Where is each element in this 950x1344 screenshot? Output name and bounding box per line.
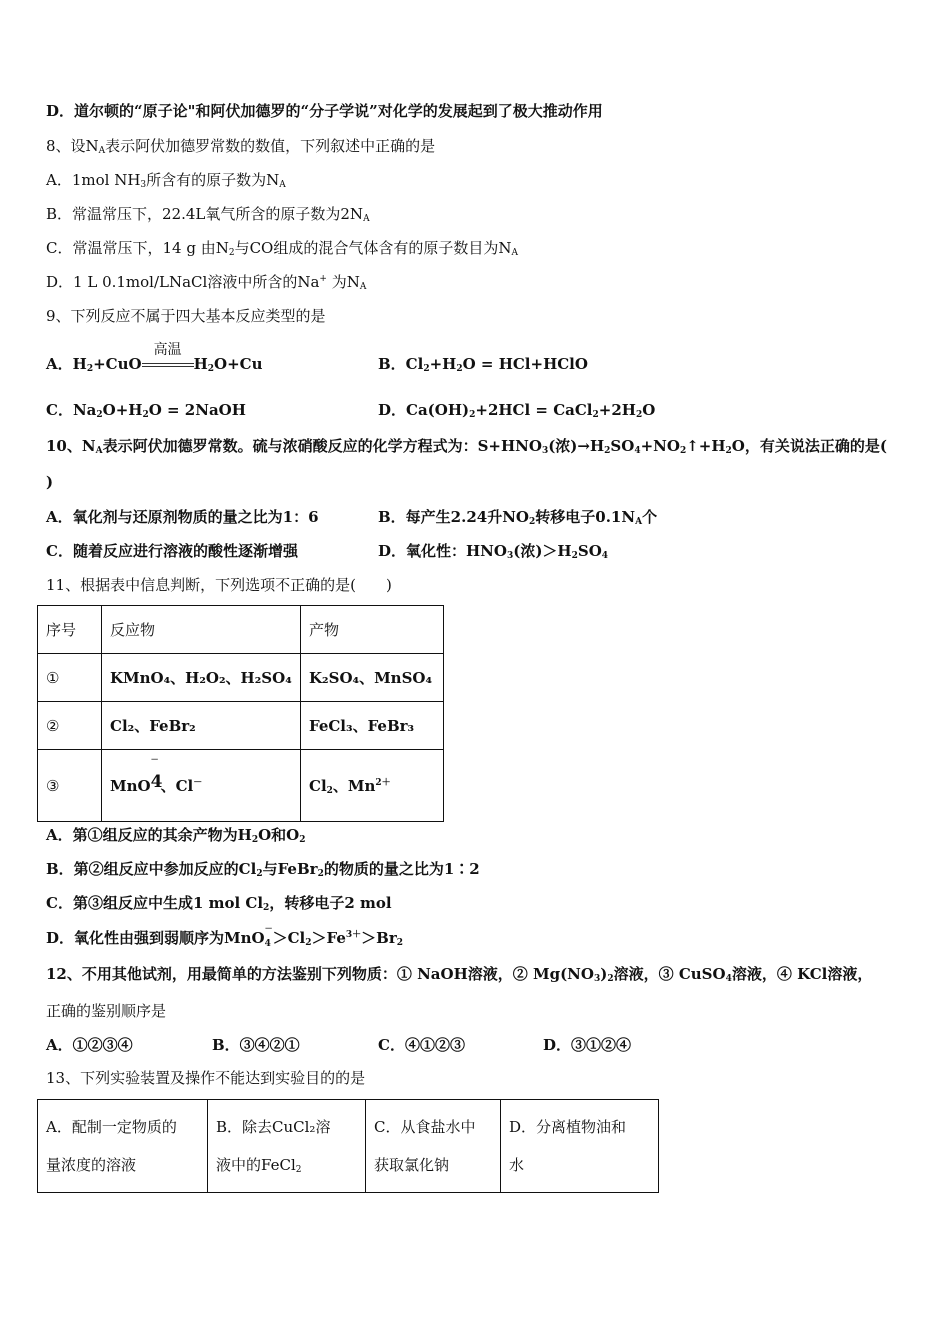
q13-cell-c: C．从食盐水中 获取氯化钠 (366, 1100, 501, 1193)
q8-option-a: A．1mol $NH_3$所含有的原子数为$N_A$ (46, 171, 286, 190)
q10-stem: 10、$N_A$表示阿伏加德罗常数。硫与浓硝酸反应的化学方程式为：$S+HNO_3$(浓)$\to H_2SO_4+NO_2↑+H_2O$，有关说法正确的是( (46, 437, 887, 456)
q11-option-d: D．氧化性由强到弱顺序为MnO － $_4 >Cl_2>Fe^{3+}>Br_2$ (46, 923, 403, 949)
q8-option-d: D．1 L 0.1mol/LNaCl溶液中所含的Na+ 为$N_A$ (46, 273, 367, 292)
q12-option-a: A．①②③④ (46, 1036, 133, 1054)
q11-option-c: C．第③组反应中生成1 mol $Cl_2$，转移电子2 mol (46, 894, 392, 913)
q10-option-b: B．每产生2.24升$NO_2$转移电子$0.1N_A$个 (378, 508, 658, 527)
row-reactants: Cl₂、FeBr₂ (102, 702, 301, 750)
header-no: 序号 (38, 606, 102, 654)
q12-option-b: B．③④②① (212, 1036, 300, 1054)
row-no: ③ (38, 750, 102, 822)
table-header-row (38, 606, 444, 654)
row-products: $Cl_2$、$Mn^{2+}$ (301, 750, 444, 822)
q8-option-b: B．常温常压下，22.4L氧气所含的原子数为$2N_A$ (46, 205, 370, 224)
q11-table (37, 605, 444, 822)
q11-stem: 11、根据表中信息判断，下列选项不正确的是( ) (46, 576, 392, 594)
row-reactants: MnO － 4、Cl－ (102, 750, 301, 822)
table-row (38, 654, 444, 702)
q13-cell-a: A．配制一定物质的 量浓度的溶液 (38, 1100, 208, 1193)
q11-option-a: A．第①组反应的其余产物为$H_2O$和$O_2$ (46, 826, 306, 845)
row-no: ① (38, 654, 102, 702)
q13-cell-d: D．分离植物油和 水 (501, 1100, 659, 1193)
q9-option-b: B．$Cl_2+H_2O$ = HCl+HClO (378, 355, 588, 374)
q10-option-a: A．氧化剂与还原剂物质的量之比为1：6 (46, 508, 319, 526)
row-reactants: KMnO₄、H₂O₂、H₂SO₄ (102, 654, 301, 702)
q12-option-d: D．③①②④ (543, 1036, 632, 1054)
header-reactants: 反应物 (102, 606, 301, 654)
q9-option-d: D．$Ca(OH)_2+2HCl$ = $CaCl_2+2H_2O$ (378, 401, 656, 420)
row-products: FeCl₃、FeBr₃ (301, 702, 444, 750)
q9-stem: 9、下列反应不属于四大基本反应类型的是 (46, 307, 326, 325)
header-products: 产物 (301, 606, 444, 654)
q10-option-c: C．随着反应进行溶液的酸性逐渐增强 (46, 542, 298, 560)
q9-option-a: A．$H_2+CuO$ 高温 $H_2O+Cu$ (46, 342, 263, 374)
row-no: ② (38, 702, 102, 750)
q12-option-c: C．④①②③ (378, 1036, 465, 1054)
q13-table (37, 1099, 659, 1193)
q7-option-d: D．道尔顿的“原子论"和阿伏加德罗的“分子学说”对化学的发展起到了极大推动作用 (46, 102, 603, 120)
table-row (38, 702, 444, 750)
q8-stem: 8、设$N_A$表示阿伏加德罗常数的数值，下列叙述中正确的是 (46, 137, 436, 156)
q10-stem-cont: ) (46, 473, 54, 491)
table-row (38, 1100, 659, 1193)
q9-option-c: C．$Na_2O+H_2O$ = 2NaOH (46, 401, 246, 420)
q12-stem-cont: 正确的鉴别顺序是 (46, 1002, 167, 1020)
q11-option-b: B．第②组反应中参加反应的$Cl_2$与FeBr$_2$的物质的量之比为1∶2 (46, 860, 480, 879)
table-row (38, 750, 444, 822)
q12-stem: 12、不用其他试剂，用最简单的方法鉴别下列物质：① NaOH溶液，② $Mg(NO_3)_2$溶液，③ CuSO$_4$溶液，④ KCl溶液， (46, 965, 873, 984)
q13-cell-b: B．除去CuCl₂溶 液中的FeCl$_2$ (208, 1100, 366, 1193)
q13-stem: 13、下列实验装置及操作不能达到实验目的的是 (46, 1069, 366, 1087)
q10-option-d: D．氧化性：$HNO_3$(浓)$>H_2SO_4$ (378, 542, 609, 561)
q8-option-c: C．常温常压下，14 g 由$N_2$与CO组成的混合气体含有的原子数目为$N_A$ (46, 239, 518, 258)
row-products: K₂SO₄、MnSO₄ (301, 654, 444, 702)
reaction-condition: 高温 (142, 354, 194, 374)
